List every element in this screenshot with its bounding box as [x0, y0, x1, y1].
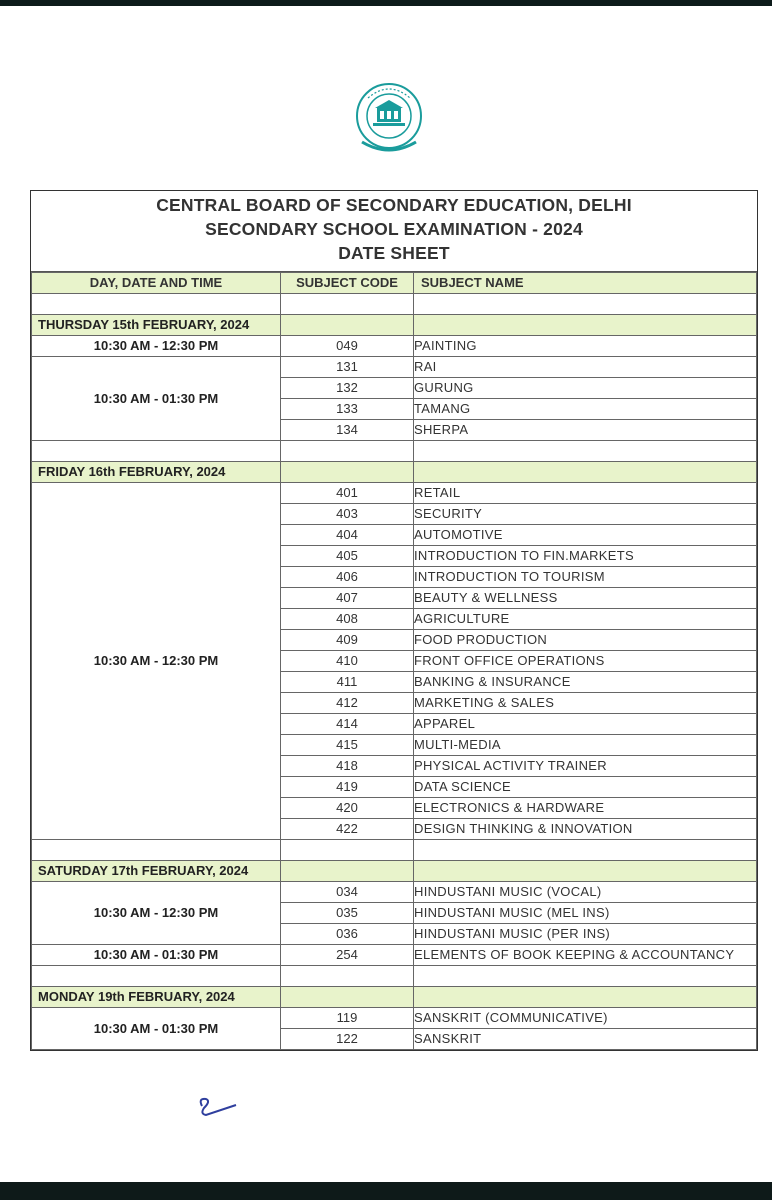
subject-name: SHERPA — [414, 420, 757, 441]
day-row-cell — [414, 315, 757, 336]
spacer-cell — [281, 840, 414, 861]
subject-code: 422 — [281, 819, 414, 840]
day-row — [32, 861, 757, 882]
subject-code: 410 — [281, 651, 414, 672]
day-label: FRIDAY 16th FEBRUARY, 2024 — [32, 462, 281, 483]
subject-code: 420 — [281, 798, 414, 819]
subject-name: GURUNG — [414, 378, 757, 399]
subject-code: 405 — [281, 546, 414, 567]
subject-name: TAMANG — [414, 399, 757, 420]
signature-mark — [196, 1094, 240, 1118]
spacer-cell — [414, 966, 757, 987]
board-name: CENTRAL BOARD OF SECONDARY EDUCATION, DELHI — [156, 195, 632, 215]
col-subject-name: SUBJECT NAME — [414, 273, 757, 294]
subject-code: 034 — [281, 882, 414, 903]
subject-name: DATA SCIENCE — [414, 777, 757, 798]
spacer-cell — [32, 840, 281, 861]
spacer-cell — [32, 441, 281, 462]
title-block — [31, 191, 757, 272]
subject-code: 133 — [281, 399, 414, 420]
time-slot: 10:30 AM - 12:30 PM — [32, 483, 281, 840]
subject-code: 134 — [281, 420, 414, 441]
subject-code: 418 — [281, 756, 414, 777]
subject-name: APPAREL — [414, 714, 757, 735]
column-header-row — [32, 273, 757, 294]
subject-name: MULTI-MEDIA — [414, 735, 757, 756]
subject-name: AUTOMOTIVE — [414, 525, 757, 546]
subject-name: DESIGN THINKING & INNOVATION — [414, 819, 757, 840]
day-label: MONDAY 19th FEBRUARY, 2024 — [32, 987, 281, 1008]
subject-name: ELECTRONICS & HARDWARE — [414, 798, 757, 819]
spacer-cell — [32, 966, 281, 987]
day-row — [32, 315, 757, 336]
cbse-emblem-icon — [346, 78, 432, 160]
day-row-cell — [414, 861, 757, 882]
day-label: THURSDAY 15th FEBRUARY, 2024 — [32, 315, 281, 336]
day-row-cell — [281, 462, 414, 483]
subject-code: 411 — [281, 672, 414, 693]
day-row-cell — [414, 987, 757, 1008]
day-row — [32, 987, 757, 1008]
spacer-row — [32, 966, 757, 987]
subject-code: 406 — [281, 567, 414, 588]
subject-code: 122 — [281, 1029, 414, 1050]
subject-name: HINDUSTANI MUSIC (PER INS) — [414, 924, 757, 945]
subject-name: FOOD PRODUCTION — [414, 630, 757, 651]
subject-code: 407 — [281, 588, 414, 609]
day-label: SATURDAY 17th FEBRUARY, 2024 — [32, 861, 281, 882]
subject-name: RETAIL — [414, 483, 757, 504]
day-row-cell — [281, 315, 414, 336]
subject-name: INTRODUCTION TO TOURISM — [414, 567, 757, 588]
subject-code: 404 — [281, 525, 414, 546]
subject-code: 254 — [281, 945, 414, 966]
subject-row — [32, 357, 757, 378]
schedule-table — [31, 272, 757, 1050]
spacer-row — [32, 840, 757, 861]
time-slot: 10:30 AM - 01:30 PM — [32, 1008, 281, 1050]
subject-code: 132 — [281, 378, 414, 399]
subject-name: SANSKRIT (COMMUNICATIVE) — [414, 1008, 757, 1029]
subject-code: 119 — [281, 1008, 414, 1029]
spacer-cell — [414, 441, 757, 462]
subject-code: 415 — [281, 735, 414, 756]
time-slot: 10:30 AM - 01:30 PM — [32, 357, 281, 441]
subject-row — [32, 336, 757, 357]
subject-row — [32, 1008, 757, 1029]
spacer-cell — [281, 966, 414, 987]
subject-code: 409 — [281, 630, 414, 651]
spacer-cell — [414, 840, 757, 861]
subject-name: BANKING & INSURANCE — [414, 672, 757, 693]
subject-code: 049 — [281, 336, 414, 357]
subject-name: PHYSICAL ACTIVITY TRAINER — [414, 756, 757, 777]
subject-code: 419 — [281, 777, 414, 798]
subject-name: HINDUSTANI MUSIC (VOCAL) — [414, 882, 757, 903]
subject-name: PAINTING — [414, 336, 757, 357]
spacer-cell — [281, 441, 414, 462]
spacer-row — [32, 294, 757, 315]
subject-name: BEAUTY & WELLNESS — [414, 588, 757, 609]
date-sheet — [30, 190, 758, 1051]
date-sheet-title: DATE SHEET — [338, 243, 450, 263]
subject-name: AGRICULTURE — [414, 609, 757, 630]
day-row — [32, 462, 757, 483]
subject-code: 035 — [281, 903, 414, 924]
subject-code: 414 — [281, 714, 414, 735]
subject-name: ELEMENTS OF BOOK KEEPING & ACCOUNTANCY — [414, 945, 757, 966]
subject-code: 403 — [281, 504, 414, 525]
col-day-date-time: DAY, DATE AND TIME — [32, 273, 281, 294]
day-row-cell — [281, 861, 414, 882]
day-row-cell — [281, 987, 414, 1008]
subject-name: MARKETING & SALES — [414, 693, 757, 714]
subject-name: SECURITY — [414, 504, 757, 525]
day-row-cell — [414, 462, 757, 483]
top-bar — [0, 0, 772, 6]
subject-code: 408 — [281, 609, 414, 630]
spacer-row — [32, 441, 757, 462]
subject-code: 131 — [281, 357, 414, 378]
subject-code: 401 — [281, 483, 414, 504]
time-slot: 10:30 AM - 12:30 PM — [32, 336, 281, 357]
subject-code: 036 — [281, 924, 414, 945]
subject-name: SANSKRIT — [414, 1029, 757, 1050]
subject-name: RAI — [414, 357, 757, 378]
col-subject-code: SUBJECT CODE — [281, 273, 414, 294]
subject-row — [32, 483, 757, 504]
time-slot: 10:30 AM - 12:30 PM — [32, 882, 281, 945]
subject-code: 412 — [281, 693, 414, 714]
bottom-bar — [0, 1182, 772, 1200]
exam-name: SECONDARY SCHOOL EXAMINATION - 2024 — [205, 219, 583, 239]
subject-row — [32, 945, 757, 966]
time-slot: 10:30 AM - 01:30 PM — [32, 945, 281, 966]
subject-name: INTRODUCTION TO FIN.MARKETS — [414, 546, 757, 567]
subject-row — [32, 882, 757, 903]
subject-name: HINDUSTANI MUSIC (MEL INS) — [414, 903, 757, 924]
subject-name: FRONT OFFICE OPERATIONS — [414, 651, 757, 672]
